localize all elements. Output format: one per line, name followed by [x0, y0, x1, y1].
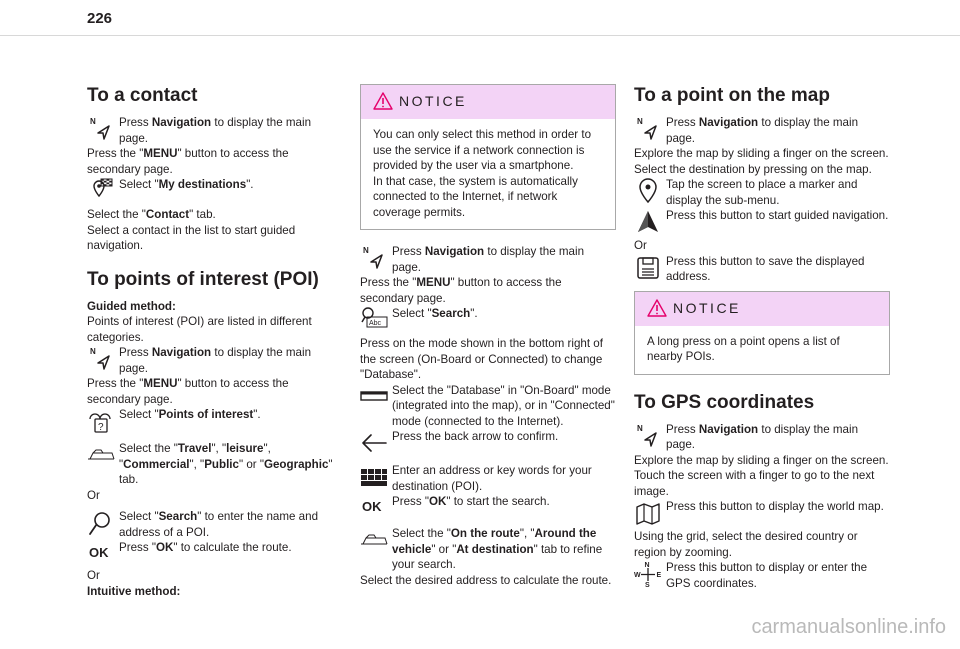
notice-box-map: NOTICE A long press on a point opens a list of nearby POIs.: [634, 291, 890, 375]
navigation-icon: [87, 345, 115, 373]
navigation-icon: [360, 244, 388, 272]
world-map-icon: [634, 499, 662, 527]
column-right: To a point on the map N Press Navigation to display the main page. Explore the map by sliding a finger on the screen. Select the destination by pressing on the map. Tap the screen to place a marker and display the sub-menu. Press this button to start guided navigation. Or Press this button to save the displayed address. NOTICE A long press on a point opens a list of nearby POIs. To GPS coordinates N Press Navigation to display the main page. Explore the map by sliding a finger on the screen. Touch the screen with a finger to go to the next image. Press this button to display the world map. Using the grid, select the desired country or region by zooming. N W E S Press this button to display or enter the GPS coordinates.: [634, 85, 889, 590]
svg-text:E: E: [656, 572, 662, 579]
svg-text:Abc: Abc: [369, 320, 382, 327]
step-navigation-map: N Press Navigation to display the main page.: [634, 115, 890, 146]
step-navigation-poi: N Press Navigation to display the main page.: [87, 345, 343, 376]
step-start-guidance: Press this button to start guided navigation.: [634, 208, 890, 238]
navigation-icon: [634, 422, 662, 450]
step-database: Select the "Database" in "On-Board" mode (integrated into the map), or in "Connected" mode (connected to the Internet).: [360, 383, 616, 430]
notice-header: [361, 85, 615, 119]
step-ok: OK Press "OK" to calculate the route.: [87, 540, 343, 564]
keyboard-icon: [360, 463, 388, 491]
step-ok-search: OK Press "OK" to start the search.: [360, 494, 616, 524]
svg-text:N: N: [637, 117, 643, 126]
warning-icon: [373, 92, 393, 115]
section-title-contact: To a contact: [87, 85, 198, 106]
tabs-icon: [360, 526, 388, 554]
step-my-destinations: Select "My destinations".: [87, 177, 343, 207]
svg-text:N: N: [637, 423, 643, 433]
step-back-arrow: Press the back arrow to confirm.: [360, 429, 616, 459]
svg-text:S: S: [645, 582, 650, 588]
svg-text:N: N: [90, 117, 96, 126]
notice-title: NOTICE: [673, 299, 741, 316]
notice-box: NOTICE You can only select this method in order to use the service if a network connection is provided by the user via a smartphone. In that case, the system is automatically connected to the Internet, if network coverage permits.: [360, 84, 616, 230]
database-mode-icon: [360, 383, 388, 411]
step-points-of-interest: ? Select "Points of interest".: [87, 407, 343, 437]
step-search-select: Abc Select "Search".: [360, 306, 616, 336]
navigation-icon: [634, 115, 662, 143]
step-menu: Press the "MENU" button to access the secondary page.: [87, 147, 289, 176]
column-middle: NOTICE You can only select this method in order to use the service if a network connection is provided by the user via a smartphone. In that case, the system is automatically connected to the Internet, if network coverage permits. N Press Navigation to display the main page. Press the "MENU" button to access the secondary page. Abc Select "Search". Press on the mode shown in the bottom right of the screen (On-Board or Connected) to change "Database". Select the "Database" in "On-Board" mode (integrated into the map), or in "Connected" mode (connected to the Internet). Press the back arrow to confirm. Enter an address or key words for your destination (POI). OK Press "OK" to start the search. Select the "On the route", "Around the vehicle" or "At destination" tab to refine your search. Select the desired address to calculate the route.: [360, 84, 616, 588]
svg-text:OK: OK: [362, 499, 382, 514]
page-number: 226: [87, 10, 113, 27]
step-search: Select "Search" to enter the name and address of a POI.: [87, 509, 343, 540]
section-title-gps: To GPS coordinates: [634, 391, 815, 413]
step-enter-address: Enter an address or key words for your destination (POI).: [360, 463, 616, 494]
destination-flag-icon: [87, 177, 115, 205]
start-guidance-icon: [634, 208, 662, 236]
svg-text:OK: OK: [89, 545, 109, 560]
ok-button-icon: [360, 496, 388, 524]
step-place-marker: Tap the screen to place a marker and display the sub-menu.: [634, 177, 890, 208]
address-search-icon: [360, 306, 388, 334]
step-world-map: Press this button to display the world map.: [634, 499, 890, 529]
back-arrow-icon: [360, 429, 388, 457]
notice-title: NOTICE: [399, 93, 467, 109]
section-title-map-point: To a point on the map: [634, 85, 830, 106]
step-gps-coordinates: N W E S Press this button to display or enter the GPS coordinates.: [634, 561, 868, 590]
map-marker-icon: [634, 177, 662, 205]
warning-icon: [647, 299, 667, 322]
watermark: carmanualsonline.info: [751, 616, 946, 638]
svg-text:N: N: [644, 562, 650, 569]
ok-button-icon: [87, 542, 115, 570]
step-save-address: Press this button to save the displayed address.: [634, 254, 890, 285]
svg-text:N: N: [90, 347, 96, 356]
section-title-poi: To points of interest (POI): [87, 268, 319, 290]
poi-icon: [87, 407, 115, 435]
tabs-icon: [87, 441, 115, 469]
save-icon: [634, 254, 662, 282]
header-rule: [0, 35, 960, 36]
svg-text:?: ?: [98, 422, 104, 433]
column-left: To a contact N Press Navigation to display the main page. Press the "MENU" button to access the secondary page. Select "My destinations". Select the "Contact" tab. Select a contact in the list to start guided navigation. To points of interest (POI) Guided method: Points of interest (POI) are listed in different categories. N Press Navigation to display the main page. Press the "MENU" button to access the secondary page. ? Select "Points of interest". Select the "Travel", "leisure", "Commercial", "Public" or "Geographic" tab. Or Select "Search" to enter the name and address of a POI. OK Press "OK" to calculate the route. Or Intuitive method:: [87, 84, 343, 599]
step-navigation: N Press Navigation to display the main page.: [87, 115, 343, 146]
step-navigation-search: N Press Navigation to display the main page.: [360, 244, 616, 275]
svg-text:N: N: [363, 246, 369, 255]
step-navigation-gps: N Press Navigation to display the main page.: [634, 422, 890, 453]
notice-header: [635, 292, 889, 326]
search-icon: [87, 509, 115, 537]
step-poi-tabs: Select the "Travel", "leisure", "Commercial", "Public" or "Geographic" tab.: [87, 441, 343, 488]
navigation-icon: [87, 115, 115, 143]
compass-icon: [634, 560, 662, 588]
svg-text:W: W: [634, 572, 641, 579]
step-refine-tabs: Select the "On the route", "Around the vehicle" or "At destination" tab to refine your search.: [360, 526, 616, 573]
